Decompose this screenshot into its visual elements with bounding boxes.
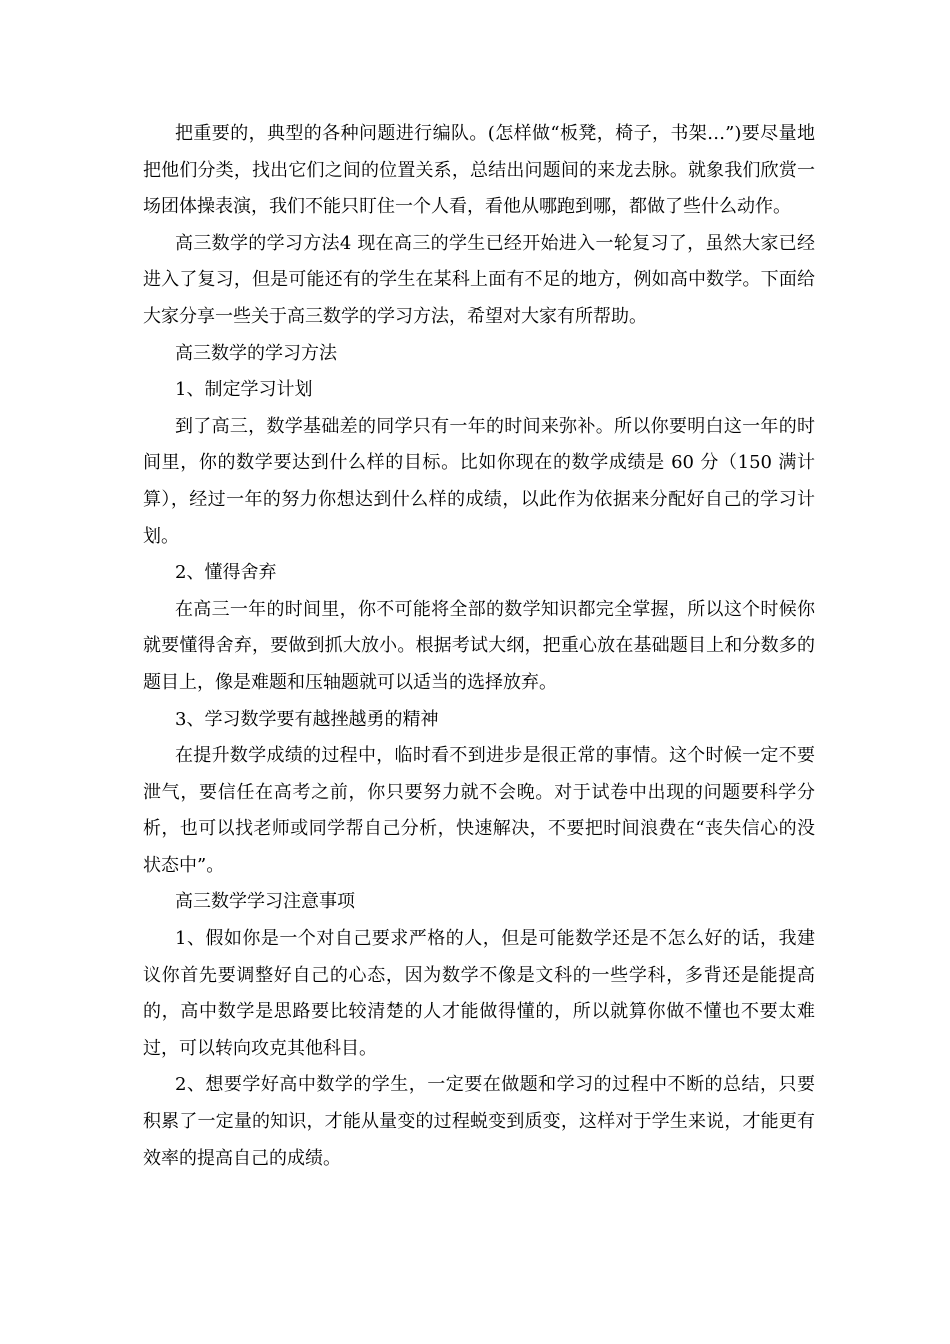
section-heading: 高三数学学习注意事项 (175, 891, 355, 913)
paragraph: 2、想要学好高中数学的学生，一定要在做题和学习的过程中不断的总结，只要积累了一定量的知识，才能从量变的过程蜕变到质变，这样对于学生来说，才能更有效率的提高自己的成绩。 (143, 1074, 815, 1169)
paragraph: 在提升数学成绩的过程中，临时看不到进步是很正常的事情。这个时候一定不要泄气，要信任在高考之前，你只要努力就不会晚。对于试卷中出现的问题要科学分析，也可以找老师或同学帮自己分析，快速解决，不要把时间浪费在“丧失信心的没状态中”。 (143, 745, 815, 876)
subsection-heading: 3、学习数学要有越挫越勇的精神 (175, 708, 439, 730)
subsection-heading: 1、制定学习计划 (175, 379, 313, 401)
subsection-heading: 2、懂得舍弃 (175, 562, 277, 584)
document-body (143, 116, 815, 1177)
section-heading: 高三数学的学习方法 (175, 342, 337, 364)
paragraph: 高三数学的学习方法4 现在高三的学生已经开始进入一轮复习了，虽然大家已经进入了复习，但是可能还有的学生在某科上面有不足的地方，例如高中数学。下面给大家分享一些关于高三数学的学习方法，希望对大家有所帮助。 (143, 232, 815, 327)
paragraph: 到了高三，数学基础差的同学只有一年的时间来弥补。所以你要明白这一年的时间里，你的数学要达到什么样的目标。比如你现在的数学成绩是 60 分（150 满计算），经过一年的努力你想达到什么样的成绩，以此作为依据来分配好自己的学习计划。 (143, 415, 815, 547)
paragraph: 在高三一年的时间里，你不可能将全部的数学知识都完全掌握，所以这个时候你就要懂得舍弃，要做到抓大放小。根据考试大纲，把重心放在基础题目上和分数多的题目上，像是难题和压轴题就可以适当的选择放弃。 (143, 598, 815, 693)
paragraph: 把重要的，典型的各种问题进行编队。(怎样做“板凳，椅子，书架…”)要尽量地把他们分类，找出它们之间的位置关系，总结出问题间的来龙去脉。就象我们欣赏一场团体操表演，我们不能只盯住一个人看，看他从哪跑到哪，都做了些什么动作。 (143, 123, 815, 218)
paragraph: 1、假如你是一个对自己要求严格的人，但是可能数学还是不怎么好的话，我建议你首先要调整好自己的心态，因为数学不像是文科的一些学科，多背还是能提高的，高中数学是思路要比较清楚的人才能做得懂的，所以就算你做不懂也不要太难过，可以转向攻克其他科目。 (143, 928, 815, 1059)
